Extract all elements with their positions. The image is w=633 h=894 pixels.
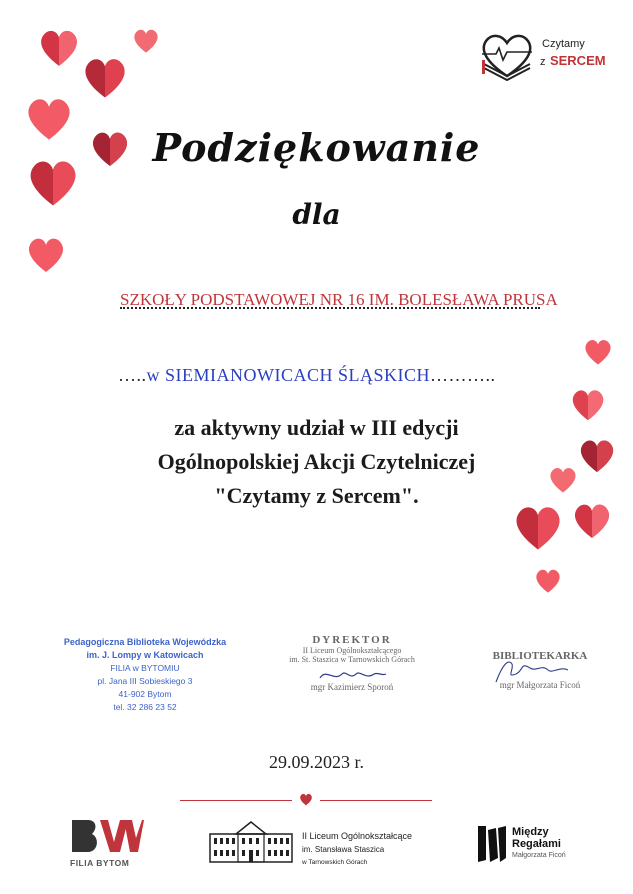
school-building-icon — [208, 818, 294, 864]
recipient-text: SZKOŁY PODSTAWOWEJ NR 16 IM. BOLESŁAWA PRUSA — [120, 290, 558, 309]
stamp-line4: pl. Jana III Sobieskiego 3 — [97, 676, 193, 686]
dotted-line — [120, 307, 540, 309]
body-line2: Ogólnopolskiej Akcji Czytelniczej — [157, 449, 476, 474]
heart-book-icon — [478, 30, 536, 82]
city-suffix: ……….. — [430, 365, 496, 385]
director-line1: II Liceum Ogólnokształcącego — [302, 646, 402, 655]
filia-bytom-logo — [70, 818, 150, 868]
director-name: mgr Kazimierz Sporoń — [310, 682, 394, 692]
director-stamp — [262, 634, 442, 692]
stamp-line6: tel. 32 286 23 52 — [113, 702, 177, 712]
library-stamp — [50, 636, 240, 714]
divider-right — [320, 800, 432, 801]
logo-z: z — [540, 56, 546, 68]
bw-logo-icon — [70, 818, 144, 854]
stamp-line5: 41-902 Bytom — [118, 689, 172, 699]
body-line3: "Czytamy z Sercem". — [214, 483, 419, 508]
miedzy-regalami-logo — [476, 824, 576, 868]
heart-icon — [583, 338, 613, 366]
librarian-name: mgr Małgorzata Ficoń — [499, 680, 581, 690]
certificate-body — [0, 411, 633, 513]
small-heart-icon — [299, 793, 313, 806]
director-title: DYREKTOR — [312, 634, 392, 646]
certificate-title: Podziękowanie — [152, 125, 481, 170]
heart-icon — [534, 568, 562, 594]
school-line3: w Tarnowskich Górach — [302, 859, 368, 866]
certificate-subtitle: dla — [292, 198, 341, 231]
logo-line2: SERCEM — [549, 53, 606, 68]
librarian-title: BIBLIOTEKARKA — [492, 650, 588, 662]
director-line2: im. St. Staszica w Tarnowskich Górach — [289, 655, 415, 664]
heart-icon — [82, 56, 128, 100]
city-w: w — [146, 365, 160, 385]
school-logo — [208, 818, 438, 868]
mr-line3: Małgorzata Ficoń — [512, 852, 566, 859]
city-line — [118, 365, 496, 386]
city-prefix: ….. — [118, 365, 147, 385]
heart-icon — [132, 28, 160, 54]
heart-icon — [26, 236, 66, 274]
stamp-line1: Pedagogiczna Biblioteka Wojewódzka — [63, 637, 227, 647]
mr-line2: Regałami — [512, 838, 561, 850]
librarian-stamp — [470, 650, 610, 690]
school-line1: II Liceum Ogólnokształcące — [302, 831, 413, 841]
certificate-date: 29.09.2023 r. — [268, 752, 364, 772]
bw-label: FILIA BYTOM — [70, 858, 130, 868]
divider-left — [180, 800, 292, 801]
mr-line1: Między — [512, 826, 549, 838]
heart-icon — [38, 28, 80, 68]
school-line2: im. Stansława Staszica — [302, 845, 385, 854]
stamp-line2: im. J. Lompy w Katowicach — [86, 650, 204, 660]
header-logo — [478, 30, 618, 86]
recipient-name — [120, 290, 558, 310]
city-name: SIEMIANOWICACH ŚLĄSKICH — [165, 365, 431, 385]
books-icon — [476, 824, 508, 864]
body-line1: za aktywny udział w III edycji — [174, 415, 459, 440]
stamp-line3: FILIA w BYTOMIU — [110, 663, 180, 673]
logo-line1: Czytamy — [542, 38, 585, 50]
